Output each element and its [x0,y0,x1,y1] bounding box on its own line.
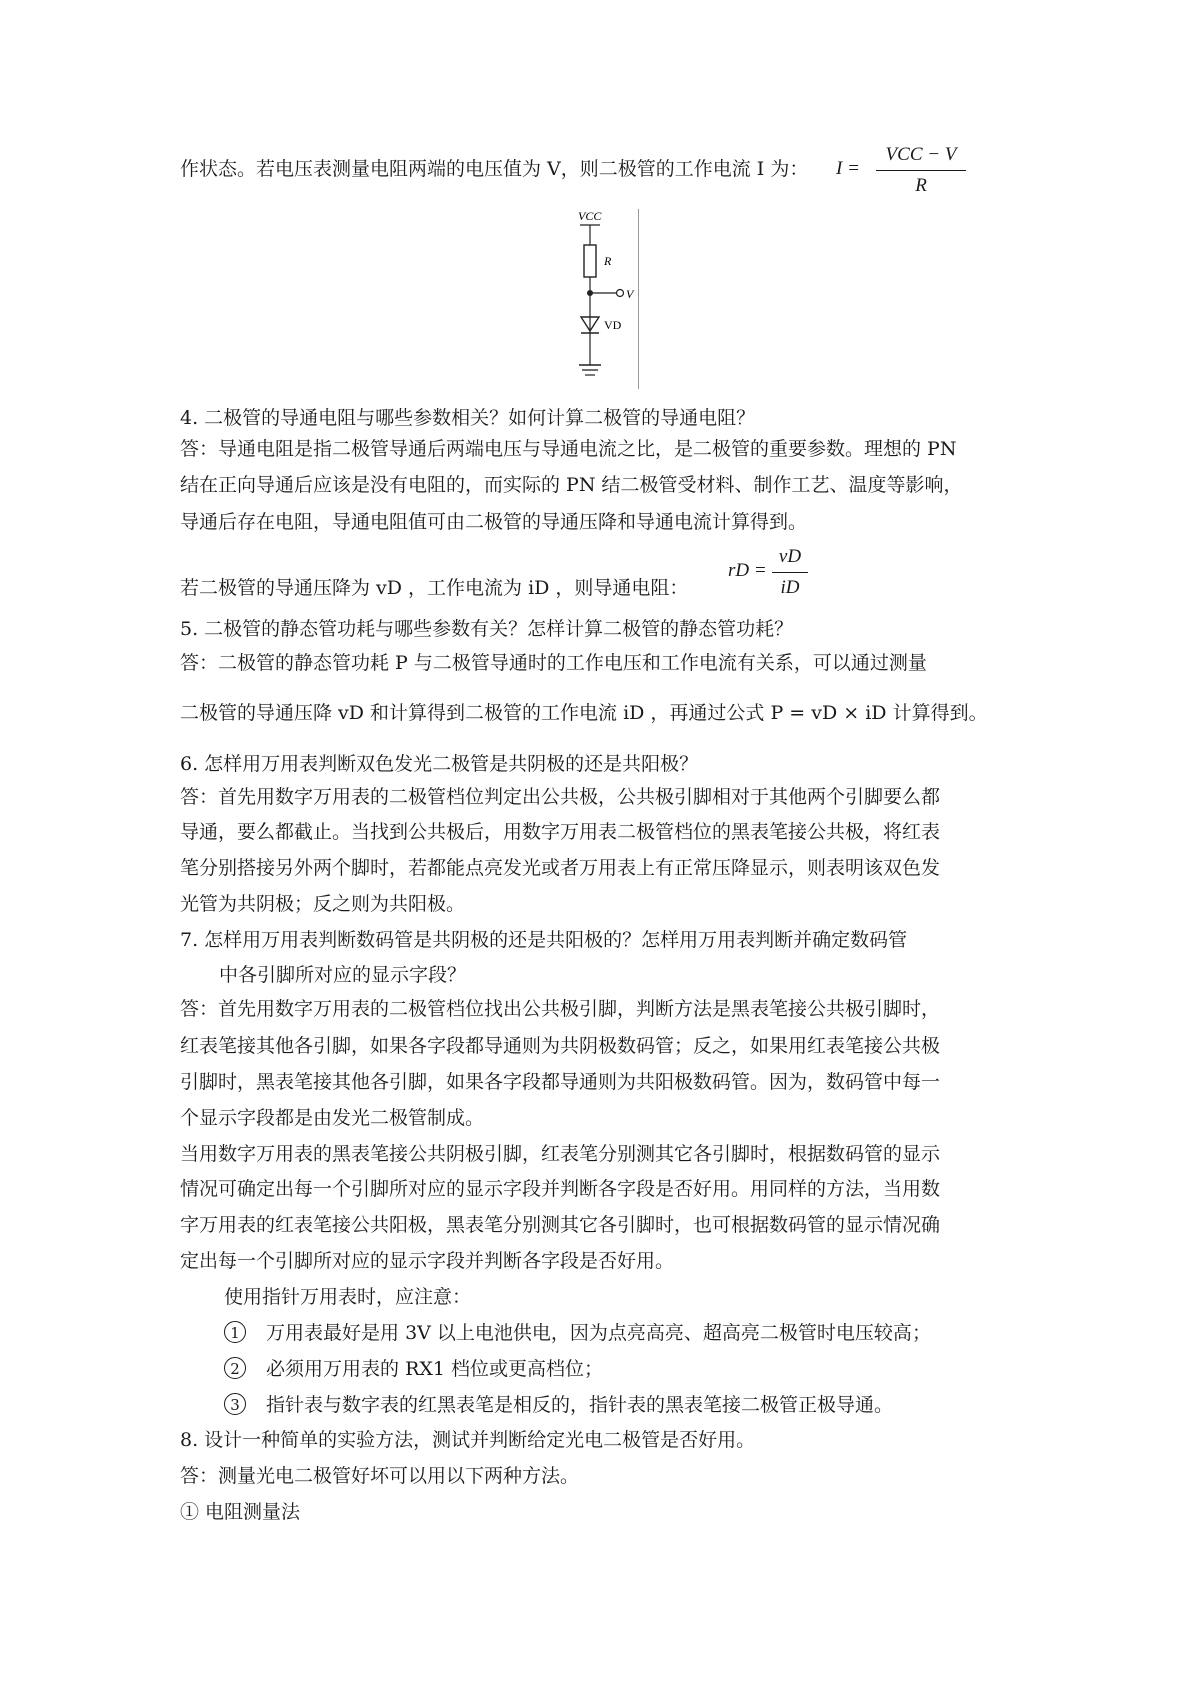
note-text: 万用表最好是用 3V 以上电池供电，因为点亮高亮、超高亮二极管时电压较高； [266,1322,931,1344]
note-item [224,1393,893,1417]
q7-answer-line: 个显示字段都是由发光二极管制成。 [180,1107,485,1129]
page-divider [638,209,639,389]
current-formula-denominator: R [915,175,927,196]
q6-answer-line: 答：首先用数字万用表的二极管档位判定出公共极，公共极引脚相对于其他两个引脚要么都 [180,786,941,808]
note-item [224,1321,931,1345]
note-text: 必须用万用表的 RX1 档位或更高档位； [266,1358,604,1380]
q5-answer-line: 二极管的导通压降 vD 和计算得到二极管的工作电流 iD ，再通过公式 P = vD × iD 计算得到。 [180,702,988,724]
current-formula-numerator: VCC − V [885,144,957,165]
q7-answer-line: 引脚时，黑表笔接其他各引脚，如果各字段都导通则为共阳极数码管。因为，数码管中每一 [180,1071,941,1093]
q7-answer-line: 红表笔接其他各引脚，如果各字段都导通则为共阴极数码管；反之，如果用红表笔接公共极 [180,1035,941,1057]
current-formula-lhs: I = [836,158,860,179]
resistor-symbol [584,245,596,277]
q7-question: 中各引脚所对应的显示字段？ [219,964,467,986]
intro-line: 作状态。若电压表测量电阻两端的电压值为 V，则二极管的工作电流 I 为： [180,158,809,180]
q8-answer: 答：测量光电二极管好坏可以用以下两种方法。 [180,1465,580,1487]
resistance-formula-numerator: vD [778,546,802,567]
q7-answer-line: 答：首先用数字万用表的二极管档位找出公共极引脚，判断方法是黑表笔接公共极引脚时， [180,998,941,1020]
vd-label: VD [604,318,622,332]
r-label: R [604,254,612,268]
resistance-formula-denominator: iD [780,577,800,598]
q4-answer-line: 答：导通电阻是指二极管导通后两端电压与导通电流之比，是二极管的重要参数。理想的 PN [180,438,957,460]
q7-note-intro: 使用指针万用表时，应注意： [224,1286,472,1308]
v-label: V [626,287,634,301]
note-text: 指针表与数字表的红黑表笔是相反的，指针表的黑表笔接二极管正极导通。 [266,1394,894,1416]
note-marker: 2 [224,1357,246,1379]
q7-question: 7. 怎样用万用表判断数码管是共阴极的还是共阳极的？怎样用万用表判断并确定数码管 [180,929,908,951]
q4-question: 4. 二极管的导通电阻与哪些参数相关？如何计算二极管的导通电阻？ [180,407,756,429]
fraction-bar [772,572,808,573]
q7-answer-line: 定出每一个引脚所对应的显示字段并判断各字段是否好用。 [180,1250,675,1272]
q7-answer-line: 情况可确定出每一个引脚所对应的显示字段并判断各字段是否好用。用同样的方法，当用数 [180,1178,941,1200]
q4-answer-line: 结在正向导通后应该是没有电阻的，而实际的 PN 结二极管受材料、制作工艺、温度等影响， [180,474,963,496]
q5-answer-line: 答：二极管的静态管功耗 P 与二极管导通时的工作电压和工作电流有关系，可以通过测量 [180,652,927,674]
note-marker: 1 [224,1321,246,1343]
terminal-v [617,290,624,297]
q6-answer-line: 导通，要么都截止。当找到公共极后，用数字万用表二极管档位的黑表笔接公共极，将红表 [180,821,941,843]
resistance-formula-lhs: rD = [728,560,767,581]
q7-answer-line: 字万用表的红表笔接公共阳极，黑表笔分别测其它各引脚时，也可根据数码管的显示情况确 [180,1214,941,1236]
q6-question: 6. 怎样用万用表判断双色发光二极管是共阴极的还是共阳极？ [180,753,699,775]
fraction-bar [876,170,966,171]
q8-method-1: ① 电阻测量法 [180,1501,301,1523]
note-marker: 3 [224,1393,246,1415]
q4-formula-line: 若二极管的导通压降为 vD ，工作电流为 iD ，则导通电阻： [180,577,689,599]
resistance-formula [772,544,808,601]
q4-answer-line: 导通后存在电阻，导通电阻值可由二极管的导通压降和导通电流计算得到。 [180,511,808,533]
vcc-label: VCC [578,209,602,223]
current-formula [876,142,966,199]
note-item [224,1357,603,1381]
circuit-diagram [560,205,670,390]
q5-question: 5. 二极管的静态管功耗与哪些参数有关？怎样计算二极管的静态管功耗？ [180,618,794,640]
q6-answer-line: 光管为共阴极；反之则为共阳极。 [180,893,466,915]
q8-question: 8. 设计一种简单的实验方法，测试并判断给定光电二极管是否好用。 [180,1429,756,1451]
q7-answer-line: 当用数字万用表的黑表笔接公共阴极引脚，红表笔分别测其它各引脚时，根据数码管的显示 [180,1143,941,1165]
q6-answer-line: 笔分别搭接另外两个脚时，若都能点亮发光或者万用表上有正常压降显示，则表明该双色发 [180,857,941,879]
